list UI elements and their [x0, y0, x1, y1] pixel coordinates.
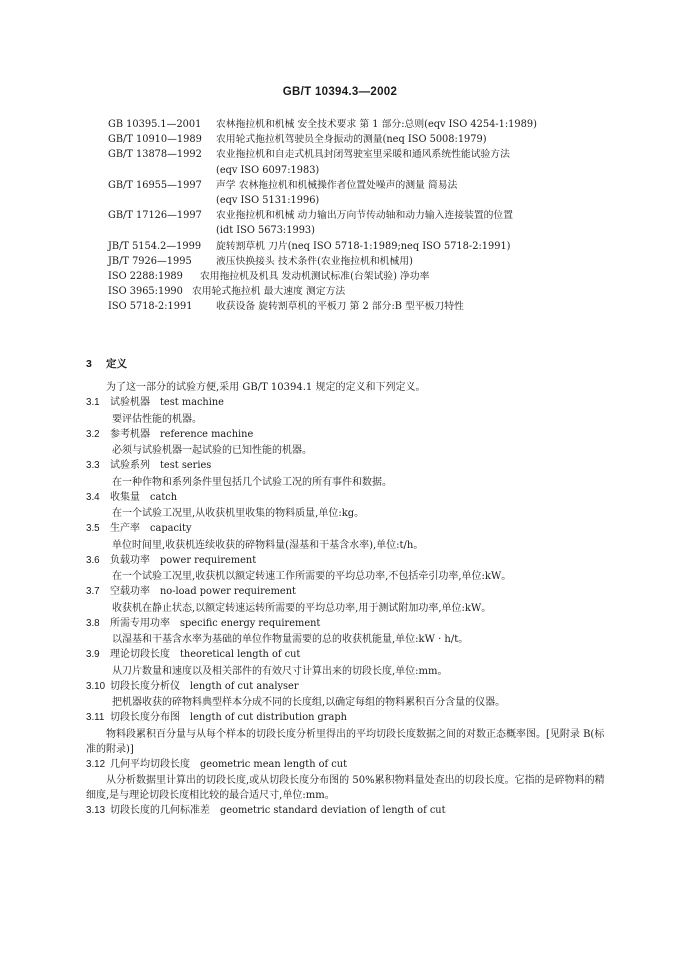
definition-term: 收集量 — [110, 491, 140, 503]
definition-term-english: test series — [160, 460, 212, 471]
reference-title: 农用轮式拖拉机驾驶员全身振动的测量(neq ISO 5008:1979) — [216, 134, 487, 146]
section-number: 3 — [86, 358, 92, 370]
definition-term-english: catch — [150, 491, 178, 503]
definition-number: 3.5 — [86, 523, 100, 534]
reference-equivalence: (eqv ISO 5131:1996) — [216, 195, 320, 207]
reference-title: 声学 农林拖拉机和机械操作者位置处噪声的测量 简易法 — [216, 179, 458, 191]
definition-text: 以湿基和干基含水率为基础的单位作物量需要的总的收获机能量,单位:kW · h/t。 — [112, 634, 469, 645]
section-title: 定义 — [106, 358, 127, 370]
reference-title: 旋转割草机 刀片(neq ISO 5718-1:1989;neq ISO 5718-2:1991) — [216, 240, 511, 252]
reference-code: JB/T 7926—1995 — [108, 255, 192, 267]
definition-text: 在一种作物和系列条件里包括几个试验工况的所有事件和数据。 — [112, 476, 392, 488]
definition-text: 单位时间里,收获机连续收获的碎物料量(湿基和干基含水率),单位:t/h。 — [112, 539, 424, 551]
normative-references-list — [108, 117, 608, 315]
definition-number: 3.4 — [86, 491, 100, 503]
definitions-body — [86, 380, 606, 820]
definition-number: 3.1 — [86, 397, 100, 408]
definition-text: 要评估性能的机器。 — [112, 413, 202, 425]
definition-number: 3.8 — [86, 617, 100, 629]
reference-code: ISO 2288:1989 — [108, 271, 183, 283]
definition-text: 从刀片数量和速度以及相关部件的有效尺寸计算出来的切段长度,单位:mm。 — [112, 665, 448, 677]
reference-title: 农用轮式拖拉机 最大速度 测定方法 — [192, 286, 346, 298]
reference-code: GB/T 13878—1992 — [108, 149, 202, 161]
reference-item — [108, 254, 608, 269]
definition-number: 3.2 — [86, 428, 100, 440]
reference-equivalence: (eqv ISO 6097:1983) — [216, 164, 320, 176]
definition-item — [86, 458, 606, 490]
definition-number: 3.7 — [86, 586, 100, 597]
reference-code: GB/T 17126—1997 — [108, 210, 202, 222]
definition-number: 3.11 — [86, 712, 105, 723]
reference-title: 收获设备 旋转割草机的平板刀 第 2 部分:B 型平板刀特性 — [216, 301, 464, 313]
definition-number: 3.12 — [86, 758, 106, 770]
reference-code: GB 10395.1—2001 — [108, 119, 202, 130]
reference-title: 农用拖拉机及机具 发动机测试标准(台架试验) 净功率 — [200, 271, 430, 283]
definition-item — [86, 490, 606, 522]
section-heading — [86, 356, 127, 371]
definition-item — [86, 584, 606, 616]
definition-term-english: geometric standard deviation of length of cut — [220, 805, 446, 816]
reference-item — [108, 147, 608, 177]
definition-term-english: capacity — [150, 523, 192, 534]
definition-item — [86, 427, 606, 459]
definition-number: 3.6 — [86, 554, 100, 566]
definition-number: 3.10 — [86, 680, 106, 692]
reference-title: 农业拖拉机和自走式机具封闭驾驶室里采暖和通风系统性能试验方法 — [216, 149, 510, 161]
definition-term: 负载功率 — [110, 554, 150, 566]
definition-term: 试验机器 — [110, 397, 150, 408]
definition-text: 把机器收获的碎物料典型样本分成不同的长度组,以确定每组的物料累积百分含量的仪器。 — [112, 697, 506, 708]
definition-item — [86, 647, 606, 679]
reference-item — [108, 284, 608, 299]
reference-code: GB/T 16955—1997 — [108, 179, 202, 191]
definition-text: 从分析数据里计算出的切段长度,或从切段长度分布图的 50%累积物料量处查出的切段长度。它指的是碎物料的精细度,是与理论切段长度相比较的最合适尺寸,单位:mm。 — [86, 775, 605, 801]
definition-item — [86, 616, 606, 648]
reference-item — [108, 117, 608, 132]
reference-item — [108, 208, 608, 238]
reference-item — [108, 269, 608, 284]
reference-title: 农林拖拉机和机械 安全技术要求 第 1 部分:总则(eqv ISO 4254-1:1989) — [216, 119, 537, 130]
definition-item — [86, 553, 606, 585]
intro-paragraph: 为了这一部分的试验方便,采用 GB/T 10394.1 规定的定义和下列定义。 — [106, 382, 426, 393]
definition-number: 3.3 — [86, 460, 100, 471]
reference-title: 液压快换接头 技术条件(农业拖拉机和机械用) — [216, 255, 413, 267]
reference-code: ISO 5718-2:1991 — [108, 301, 193, 313]
definition-text: 必须与试验机器一起试验的已知性能的机器。 — [112, 445, 312, 456]
reference-code: ISO 3965:1990 — [108, 286, 183, 298]
definition-term-english: reference machine — [160, 428, 254, 440]
definition-number: 3.9 — [86, 649, 100, 660]
reference-item — [108, 239, 608, 254]
definition-item — [86, 395, 606, 427]
definition-term: 几何平均切段长度 — [110, 758, 190, 770]
definition-item — [86, 521, 606, 553]
definition-term: 所需专用功率 — [110, 617, 170, 629]
definition-term: 切段长度分析仪 — [110, 680, 180, 692]
definition-term-english: theoretical length of cut — [180, 649, 301, 660]
definition-term: 切段长度的几何标准差 — [110, 805, 210, 816]
definition-item — [86, 803, 606, 820]
definition-term: 空载功率 — [110, 586, 150, 597]
definition-text: 在一个试验工况里,收获机以额定转速工作所需要的平均总功率,不包括牵引功率,单位:kW。 — [112, 571, 512, 582]
definition-item — [86, 710, 606, 757]
definition-term: 试验系列 — [110, 460, 150, 471]
reference-code: JB/T 5154.2—1999 — [108, 240, 202, 252]
definition-number: 3.13 — [86, 805, 106, 816]
definition-term-english: test machine — [160, 397, 224, 408]
definition-text: 收获机在静止状态,以额定转速运转所需要的平均总功率,用于测试附加功率,单位:kW。 — [112, 602, 492, 614]
definition-term-english: geometric mean length of cut — [200, 758, 348, 770]
definition-term: 理论切段长度 — [110, 649, 170, 660]
definition-term: 参考机器 — [110, 428, 150, 440]
reference-title: 农业拖拉机和机械 动力输出万向节传动轴和动力输入连接装置的位置 — [216, 210, 514, 222]
definition-term-english: no-load power requirement — [160, 586, 296, 597]
reference-item — [108, 178, 608, 208]
definition-term-english: length of cut analyser — [190, 680, 299, 692]
definition-term-english: power requirement — [160, 554, 257, 566]
reference-item — [108, 299, 608, 314]
reference-item — [108, 132, 608, 147]
definition-term: 生产率 — [110, 523, 140, 534]
definition-text: 在一个试验工况里,从收获机里收集的物料质量,单位:kg。 — [112, 508, 365, 519]
definition-term: 切段长度分布图 — [110, 712, 180, 723]
definition-item — [86, 679, 606, 711]
definition-item — [86, 757, 606, 804]
page-header: GB/T 10394.3—2002 — [282, 86, 398, 98]
reference-equivalence: (idt ISO 5673:1993) — [216, 225, 315, 237]
definition-text: 物料段累积百分量与从每个样本的切段长度分析里得出的平均切段长度数据之间的对数正态概率图。[见附录 B(标准的附录)] — [86, 728, 605, 755]
definition-term-english: specific energy requirement — [180, 617, 321, 629]
definition-term-english: length of cut distribution graph — [190, 712, 347, 723]
reference-code: GB/T 10910—1989 — [108, 134, 202, 146]
